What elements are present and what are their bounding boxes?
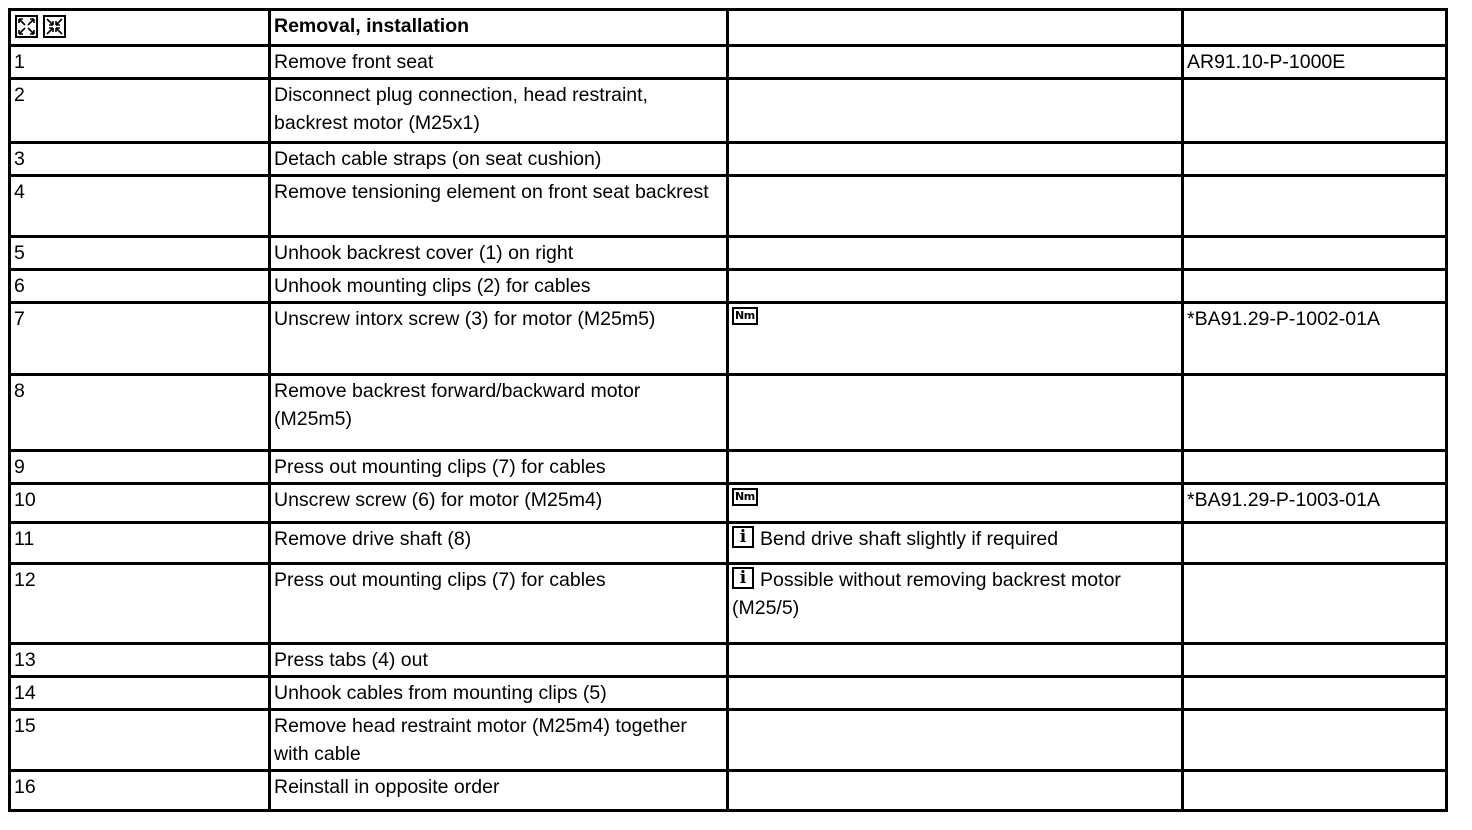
header-col4 xyxy=(1183,10,1447,46)
step-note: Possible without removing backrest motor (M25/5) xyxy=(732,569,1121,619)
step-note-cell xyxy=(728,710,1183,771)
torque-nm-icon[interactable]: Nm xyxy=(732,307,758,325)
step-text: Remove drive shaft (8) xyxy=(270,523,728,564)
step-reference-link xyxy=(1183,375,1447,451)
step-number: 6 xyxy=(10,270,270,303)
info-icon[interactable]: i xyxy=(732,526,754,548)
collapse-all-icon[interactable] xyxy=(43,15,66,38)
step-reference-link xyxy=(1183,771,1447,811)
step-note-cell xyxy=(728,303,1183,375)
step-number: 9 xyxy=(10,451,270,484)
step-number: 13 xyxy=(10,644,270,677)
step-reference-link xyxy=(1183,176,1447,237)
step-note-cell xyxy=(728,644,1183,677)
step-number: 15 xyxy=(10,710,270,771)
procedure-table xyxy=(8,8,1448,812)
table-row xyxy=(10,523,1447,564)
step-note: Bend drive shaft slightly if required xyxy=(760,528,1059,550)
step-reference-link xyxy=(1183,564,1447,644)
step-text: Unhook mounting clips (2) for cables xyxy=(270,270,728,303)
table-row xyxy=(10,710,1447,771)
step-note-cell xyxy=(728,46,1183,79)
table-row xyxy=(10,484,1447,523)
table-row xyxy=(10,644,1447,677)
step-number: 2 xyxy=(10,79,270,143)
step-reference-link xyxy=(1183,451,1447,484)
step-note-cell xyxy=(728,771,1183,811)
step-note-cell xyxy=(728,564,1183,644)
table-row xyxy=(10,375,1447,451)
step-note-cell xyxy=(728,677,1183,710)
table-row xyxy=(10,46,1447,79)
step-text: Remove front seat xyxy=(270,46,728,79)
step-text: Unscrew screw (6) for motor (M25m4) xyxy=(270,484,728,523)
step-number: 10 xyxy=(10,484,270,523)
step-note-cell xyxy=(728,484,1183,523)
header-col3 xyxy=(728,10,1183,46)
table-row xyxy=(10,677,1447,710)
step-note-cell xyxy=(728,79,1183,143)
step-note-cell xyxy=(728,176,1183,237)
step-text: Press out mounting clips (7) for cables xyxy=(270,451,728,484)
table-row xyxy=(10,270,1447,303)
torque-nm-icon[interactable]: Nm xyxy=(732,488,758,506)
step-note-cell xyxy=(728,375,1183,451)
table-row xyxy=(10,176,1447,237)
table-row xyxy=(10,564,1447,644)
step-number: 4 xyxy=(10,176,270,237)
step-text: Reinstall in opposite order xyxy=(270,771,728,811)
step-text: Remove head restraint motor (M25m4) together with cable xyxy=(270,710,728,771)
step-note-cell xyxy=(728,451,1183,484)
table-row xyxy=(10,451,1447,484)
header-title: Removal, installation xyxy=(270,10,728,46)
step-reference-link xyxy=(1183,143,1447,176)
step-reference-link xyxy=(1183,270,1447,303)
step-number: 5 xyxy=(10,237,270,270)
table-row xyxy=(10,771,1447,811)
step-reference-link[interactable]: AR91.10-P-1000E xyxy=(1183,46,1447,79)
step-reference-link xyxy=(1183,79,1447,143)
step-reference-link[interactable]: *BA91.29-P-1002-01A xyxy=(1183,303,1447,375)
expand-all-icon[interactable] xyxy=(15,15,38,38)
step-text: Press tabs (4) out xyxy=(270,644,728,677)
table-row xyxy=(10,79,1447,143)
step-note-cell xyxy=(728,270,1183,303)
step-text: Unscrew intorx screw (3) for motor (M25m5) xyxy=(270,303,728,375)
step-reference-link xyxy=(1183,523,1447,564)
step-number: 7 xyxy=(10,303,270,375)
step-note-cell xyxy=(728,143,1183,176)
step-reference-link[interactable]: *BA91.29-P-1003-01A xyxy=(1183,484,1447,523)
step-note-cell xyxy=(728,523,1183,564)
step-text: Unhook backrest cover (1) on right xyxy=(270,237,728,270)
step-number: 12 xyxy=(10,564,270,644)
step-number: 14 xyxy=(10,677,270,710)
step-note-cell xyxy=(728,237,1183,270)
step-reference-link xyxy=(1183,710,1447,771)
step-text: Press out mounting clips (7) for cables xyxy=(270,564,728,644)
step-reference-link xyxy=(1183,677,1447,710)
step-text: Unhook cables from mounting clips (5) xyxy=(270,677,728,710)
step-number: 1 xyxy=(10,46,270,79)
step-number: 16 xyxy=(10,771,270,811)
info-icon[interactable]: i xyxy=(732,567,754,589)
step-text: Remove tensioning element on front seat backrest xyxy=(270,176,728,237)
step-reference-link xyxy=(1183,644,1447,677)
step-text: Disconnect plug connection, head restraint, backrest motor (M25x1) xyxy=(270,79,728,143)
step-number: 11 xyxy=(10,523,270,564)
header-icons-cell xyxy=(10,10,270,46)
step-text: Detach cable straps (on seat cushion) xyxy=(270,143,728,176)
step-text: Remove backrest forward/backward motor (M25m5) xyxy=(270,375,728,451)
step-number: 8 xyxy=(10,375,270,451)
table-row xyxy=(10,237,1447,270)
table-row xyxy=(10,303,1447,375)
header-row xyxy=(10,10,1447,46)
step-number: 3 xyxy=(10,143,270,176)
table-row xyxy=(10,143,1447,176)
step-reference-link xyxy=(1183,237,1447,270)
